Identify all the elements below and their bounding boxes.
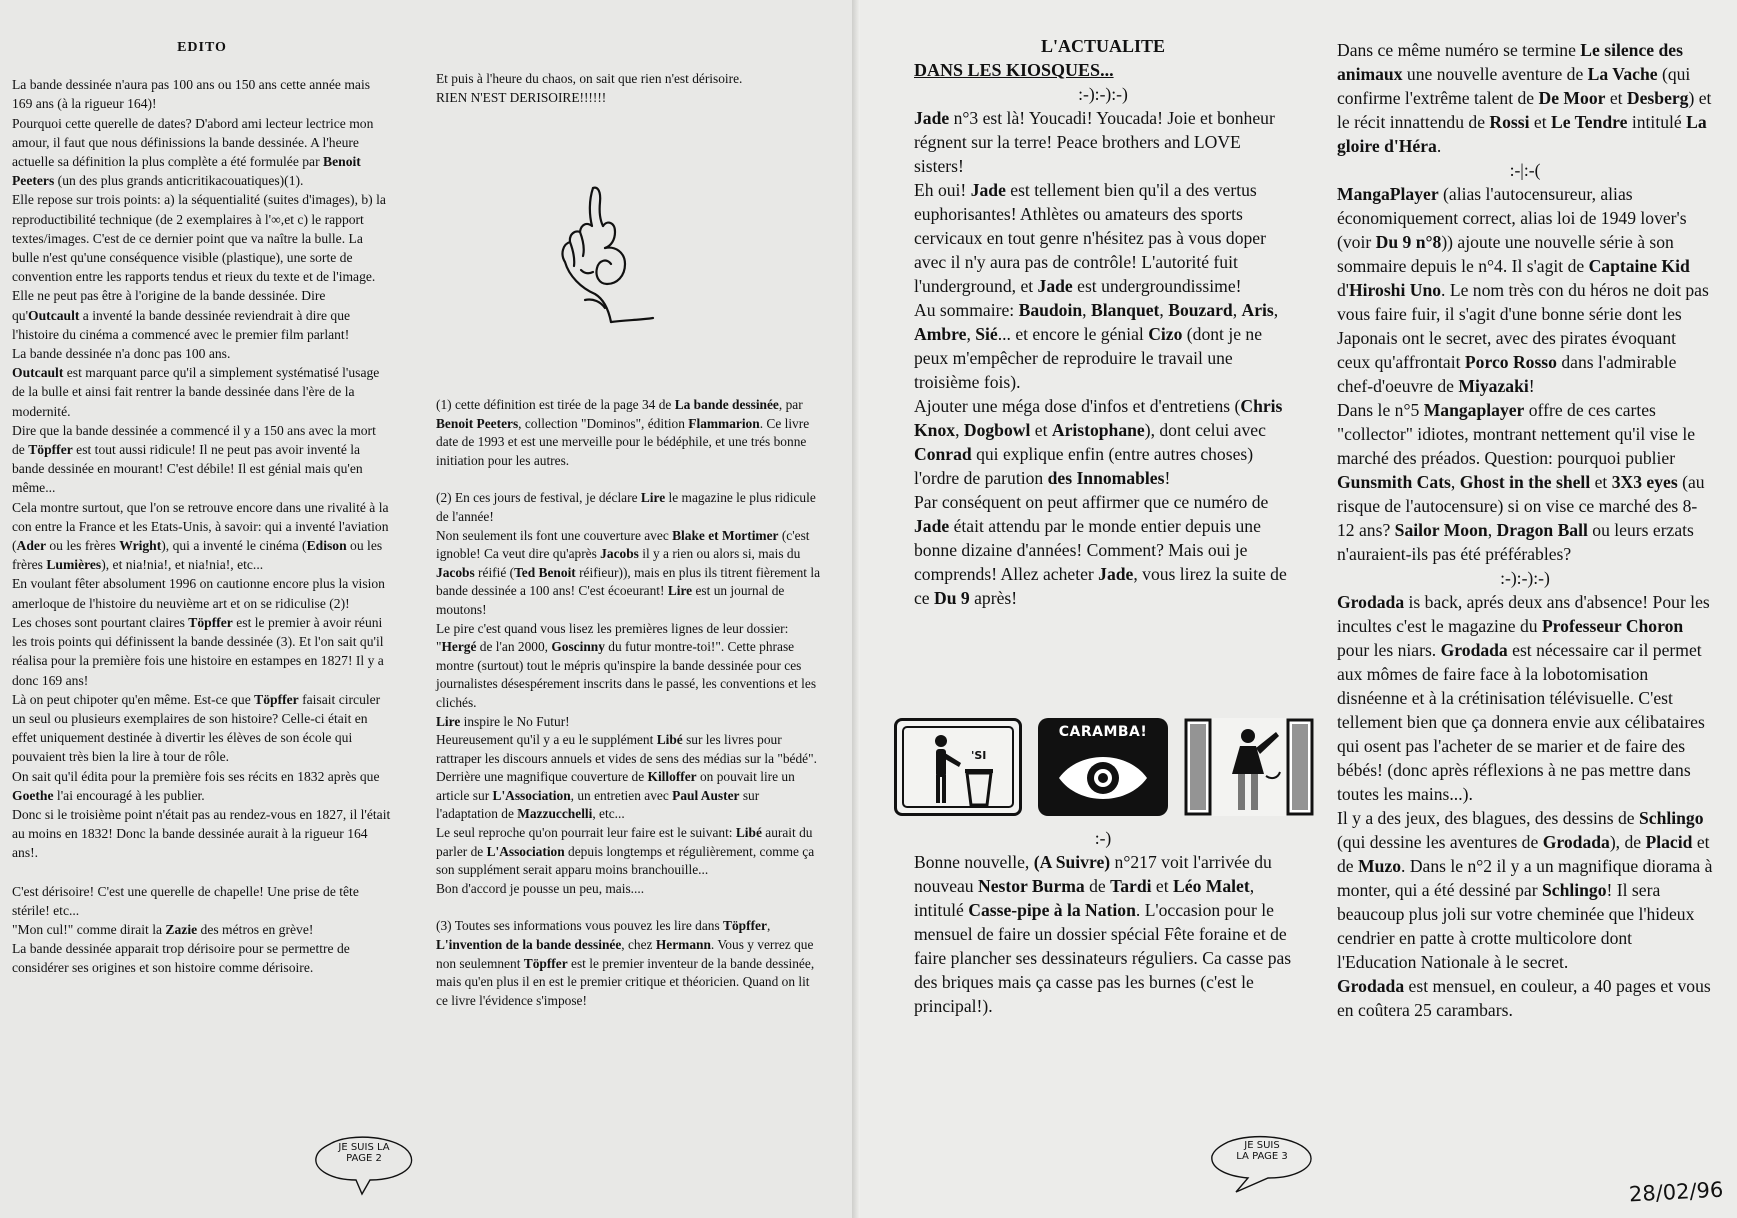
edito-title: EDITO <box>177 40 227 55</box>
paragraph: (3) Toutes ses informations vous pouvez les lire dans Töpffer, L'invention de la bande dessinée, chez Hermann. Vous y verrez que non seulemnent Töpffer est le premier inventeur de la bande dessinée, mais qu'en plus il en est le premier critique et théoricien. Quand on lit ce livre l'évidence s'impose! <box>436 918 815 1008</box>
paragraph: Il y a des jeux, des blagues, des dessins de Schlingo (qui dessine les aventures de Grodada), de Placid et de Muzo. Dans le n°2 il y a un magnifique diorama à monter, qui a été dessiné par Schlingo! Il sera beaucoup plus joli sur votre cheminée que l'hideux cendrier en patte à crotte multicolore dont l'Education Nationale à le secret. <box>1337 808 1713 972</box>
right-page <box>860 0 1737 1218</box>
page-3-note <box>1222 1140 1302 1162</box>
paragraph: RIEN N'EST DERISOIRE!!!!!! <box>436 89 607 105</box>
page-3-note-line1: JE SUIS <box>1244 1140 1280 1151</box>
mangaplayer-review <box>1337 182 1713 566</box>
paragraph-gap <box>436 470 824 489</box>
paragraph: Cela montre surtout, que l'on se retrouve encore dans une rivalité à la con entre la France et les Etats-Unis, à savoir: qui a inventé l'aviation (Ader ou les frères Wright), qui a inventé le cinéma (Edison ou les frères Lumières), et nia!nia!, et nia!nia!, etc... <box>12 499 389 573</box>
paragraph: Et puis à l'heure du chaos, on sait que rien n'est dérisoire. <box>436 71 743 86</box>
paragraph: La bande dessinée n'a donc pas 100 ans. <box>12 346 231 362</box>
reviews-column-2 <box>1337 38 1713 1022</box>
edito-right-column <box>436 70 824 107</box>
actualite-column <box>914 34 1292 610</box>
paragraph: Au sommaire: Baudoin, Blanquet, Bouzard, Aris, Ambre, Sié... et encore le génial Cizo (dont je ne peux m'empêcher de reproduire le travail une troisième fois). <box>914 300 1279 392</box>
edito-footnotes <box>436 396 824 1010</box>
paragraph: (2) En ces jours de festival, je déclare Lire le magazine le plus ridicule de l'année! <box>436 490 816 524</box>
paragraph: Ajouter une méga dose d'infos et d'entretiens (Chris Knox, Dogbowl et Aristophane), dont celui avec Conrad qui explique enfin (entre autres choses) l'ordre de parution des Innomables! <box>914 396 1283 488</box>
paragraph: Bon d'accord je pousse un peu, mais.... <box>436 880 645 896</box>
paragraph: Là on peut chipoter qu'en même. Est-ce que Töpffer faisait circuler un seul ou plusieurs exemplaires de son histoire? Celle-ci était en effet uniquement destinée à divertir les élèves de son école qui pouvaient très bien la lire à tour de rôle. <box>12 691 381 765</box>
paragraph: Le pire c'est quand vous lisez les premières lignes de leur dossier: "Hergé de l'an 2000, Goscinny du futur montre-toi!". Cette phrase montre (surtout) tout le mépris qu'inspire la bande dessinée pour ces journalistes désespérement inscrits dans le passé, les conventions et les clichés. <box>436 620 817 710</box>
urinal-sign-icon <box>1184 718 1314 816</box>
paragraph: Dire que la bande dessinée a commencé il y a 150 ans avec la mort de Töpffer est tout aussi ridicule! Il ne peut pas avoir inventé la bande dessinée en mourant! C'est débile! Il est génial mais qu'en même... <box>12 422 376 496</box>
page-2-note-line1: JE SUIS LA <box>338 1142 390 1153</box>
smiley-top: :-):-):-) <box>1078 84 1128 104</box>
paragraph-gap <box>12 863 392 882</box>
cizo-icons-strip <box>892 718 1332 818</box>
paragraph: Grodada est mensuel, en couleur, a 40 pages et vous en coûtera 25 carambars. <box>1337 976 1711 1020</box>
paragraph-gap <box>436 898 824 917</box>
paragraph: Jade n°3 est là! Youcadi! Youcada! Joie et bonheur régnent sur la terre! Peace brothers and LOVE sisters! <box>914 108 1275 176</box>
a-suivre-text: Bonne nouvelle, (A Suivre) n°217 voit l'arrivée du nouveau Nestor Burma de Tardi et Léo Malet, intitulé Casse-pipe à la Nation. L'occasion pour le mensuel de faire un dossier spécial Fête foraine et de faire plancher ses dessinateurs réguliers. Ca casse pas des briques mais ça casse pas les burnes (c'est le principal!). <box>914 852 1292 1016</box>
paragraph: Heureusement qu'il y a eu le supplément Libé sur les livres pour rattraper les discours annuels et vides de sens des médias sur la "bédé". <box>436 732 817 766</box>
paragraph: La bande dessinée n'aura pas 100 ans ou 150 ans cette année mais 169 ans (à la rigueur 164)! <box>12 77 371 112</box>
page-3-note-line2: LA PAGE 3 <box>1236 1151 1288 1162</box>
paragraph: Outcault est marquant parce qu'il a simplement systématisé l'usage de la bulle et ainsi fait rentrer la bande dessinée dans l'ère de la modernité. <box>12 365 380 419</box>
left-page <box>0 0 860 1218</box>
paragraph: Les choses sont pourtant claires Töpffer est le premier à avoir réuni les trois points qui définissent la bande dessinée (3). Et l'on sait qu'il réalisa pour la première fois une histoire en estampes en 1827! Il y a donc 169 ans! <box>12 614 384 688</box>
caramba-eye-icon <box>1038 718 1168 816</box>
paragraph: Dans le n°5 Mangaplayer offre de ces cartes "collector" idiotes, montrant nettement qu'il vise le marché des préados. Question: pourquoi publier Gunsmith Cats, Ghost in the shell et 3X3 eyes (au risque de l'autocensure) si on vise ce marché des 8-12 ans? Sailor Moon, Dragon Ball ou leurs erzats n'auraient-ils pas été préférables? <box>1337 400 1705 564</box>
paragraph: "Mon cul!" comme dirait la Zazie des métros en grève! <box>12 921 314 937</box>
bin-sign-text: 'SI <box>971 749 987 762</box>
paragraph: Elle repose sur trois points: a) la séquentialité (suites d'images), b) la reproductibilité technique (de 2 exemplaires à l'∞,et c) le rapport textes/images. C'est de ce dernier point que va naître la bulle. La bulle n'est qu'une conséquence visible (plastique), une sorte de convention entre les rapports tendus et rieux du texte et de l'image. <box>12 192 386 285</box>
paragraph: (1) cette définition est tirée de la page 34 de La bande dessinée, par Benoit Peeters, collection "Dominos", édition Flammarion. Ce livre date de 1993 et est une merveille pour le bédéphile, et une trés bonne initiation pour les autres. <box>436 397 810 468</box>
paragraph: Donc si le troisième point n'était pas au rendez-vous en 1827, il l'était au moins en 1832! Donc la bande dessinée aurait à la rigueur 164 ans!. <box>12 806 391 861</box>
grodada-review <box>1337 590 1713 1022</box>
caramba-label: CARAMBA! <box>1058 724 1148 740</box>
silence-animaux-review <box>1337 38 1713 158</box>
paragraph: Le seul reproche qu'on pourrait leur faire est le suivant: Libé aurait du parler de L'Association depuis longtemps et régulièrement, comme ça son supplément serait apparu moins branchouille... <box>436 825 815 878</box>
edito-column <box>12 38 392 978</box>
smiley-sad: :-|:-( <box>1509 160 1541 180</box>
paragraph: C'est dérisoire! C'est une querelle de chapelle! Une prise de tête stérile! etc... <box>12 883 359 918</box>
edito-closing <box>436 70 824 107</box>
actualite-subtitle: DANS LES KIOSQUES... <box>914 60 1114 80</box>
smiley-end: :-):-):-) <box>1500 568 1550 588</box>
paragraph: En voulant fêter absolument 1996 on cautionne encore plus la vision amerloque de l'histoire du neuvième art et on se ridiculise (2)! <box>12 576 385 611</box>
footnotes-list <box>436 396 824 1010</box>
handwritten-date: 28/02/96 <box>1628 1177 1724 1207</box>
paragraph: On sait qu'il édita pour la première fois ses récits en 1832 après que Goethe l'ai encouragé à les publier. <box>12 768 380 803</box>
paragraph: Pourquoi cette querelle de dates? D'abord ami lecteur lectrice mon amour, il faut que nous définissions la bande dessinée. A l'heure actuelle sa définition la plus complète a été formulée par Benoit Peeters (un des plus grands anticritikacouatiques)(1). <box>12 115 374 189</box>
paragraph: Eh oui! Jade est tellement bien qu'il a des vertus euphorisantes! Athlètes ou amateurs des sports cervicaux en tout genre n'hésitez pas à vous doper avec il n'y aura pas de contrôle! L'autorité fuit l'underground, et Jade est undergroundissime! <box>914 180 1266 296</box>
jade-review <box>914 106 1292 610</box>
paragraph: MangaPlayer (alias l'autocensureur, alias économiquement correct, alias loi de 1949 lover's (voir Du 9 n°8)) ajoute une nouvelle série à son sommaire depuis le n°4. Il s'agit de Captaine Kid d'Hiroshi Uno. Le nom très con du héros ne doit pas vous faire fuir, il s'agit d'une bonne série dont les Japonais ont le secret, avec des pirates évoquant ceux qu'affrontait Porco Rosso dans l'admirable chef-d'oeuvre de Miyazaki! <box>1337 184 1709 396</box>
paragraph: Par conséquent on peut affirmer que ce numéro de Jade était attendu par le monde entier depuis une bonne dizaine d'années! Comment? Mais oui je comprends! Allez acheter Jade, vous lirez la suite de ce Du 9 après! <box>914 492 1287 608</box>
actualite-title: L'ACTUALITE <box>1040 36 1166 56</box>
paragraph: Non seulement ils font une couverture avec Blake et Mortimer (c'est ignoble! Ca veut dire qu'après Jacobs il y a rien ou alors si, mais du Jacobs réifié (Ted Benoit réifieur)), mais en plus ils titrent fièrement la bande dessinée a 100 ans! C'est écoeurant! Lire est un journal de moutons! <box>436 527 821 617</box>
a-suivre-review <box>914 826 1292 1018</box>
paragraph: Derrière une magnifique couverture de Killoffer on pouvait lire un article sur L'Association, un entretien avec Paul Auster sur l'adaptation de Mazzucchelli, etc... <box>436 769 795 822</box>
page-2-note-line2: PAGE 2 <box>346 1153 382 1164</box>
page-2-note <box>326 1142 402 1164</box>
hand-gesture-illustration <box>545 180 660 330</box>
paragraph: Lire inspire le No Futur! <box>436 713 570 729</box>
smiley-mid: :-) <box>1094 828 1112 848</box>
paragraph: Dans ce même numéro se termine Le silence des animaux une nouvelle aventure de La Vache (qui confirme l'extrême talent de De Moor et Desberg) et le récit innattendu de Rossi et Le Tendre intitulé La gloire d'Héra. <box>1337 40 1712 156</box>
paragraph: Grodada is back, aprés deux ans d'absence! Pour les incultes c'est le magazine du Professeur Choron pour les niars. Grodada est nécessaire car il permet aux mômes de faire face à la lobotomisation disnéenne et à la crétinisation télévisuelle. C'est tellement bien que ça donnera envie aux célibataires qui osent pas l'acheter de se marier et de faire des bébés! (donc après réflexions à ne pas mettre dans toutes les mains...). <box>1337 592 1710 804</box>
paragraph: Elle ne peut pas être à l'origine de la bande dessinée. Dire qu'Outcault a inventé la bande dessinée reviendrait à dire que l'histoire du cinéma a commencé avec le premier film parlant! <box>12 288 351 342</box>
paragraph: La bande dessinée apparait trop dérisoire pour se permettre de considérer ses origines et son histoire comme dérisoire. <box>12 941 350 976</box>
edito-body <box>12 75 392 977</box>
trash-bin-sign-icon <box>894 718 1022 816</box>
